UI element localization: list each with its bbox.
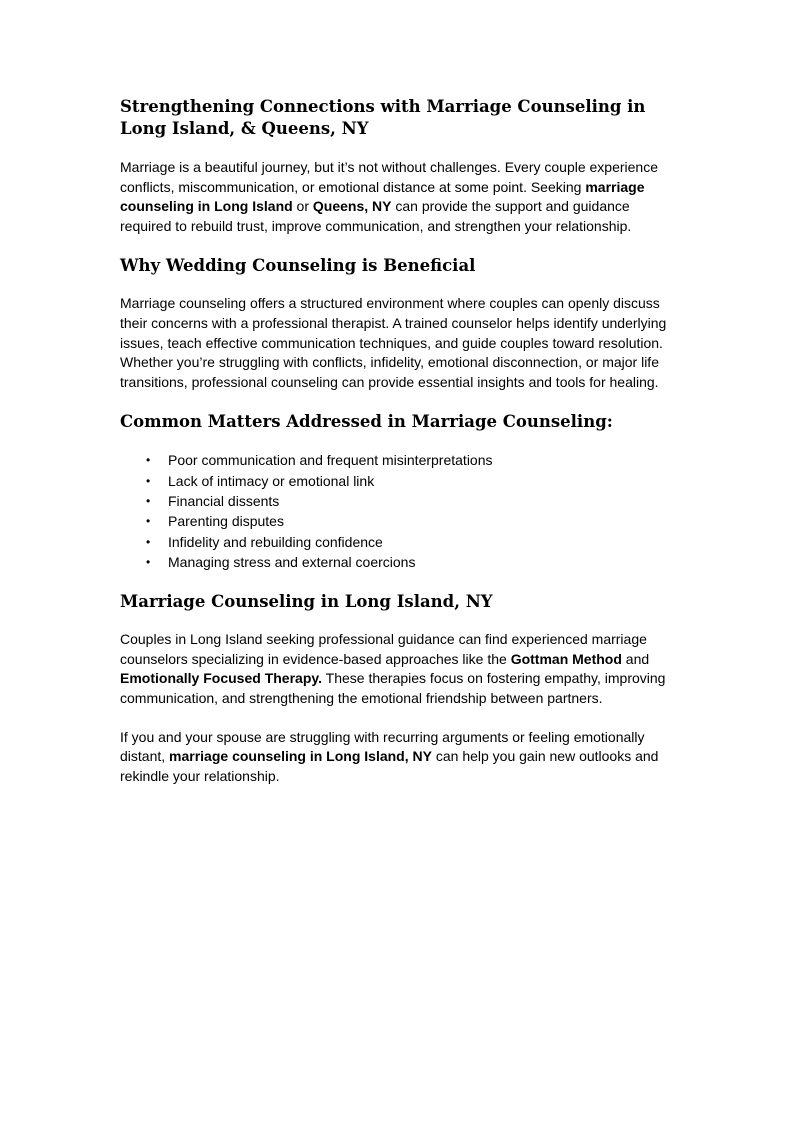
document-page xyxy=(120,96,680,805)
document-title: Strengthening Connections with Marriage Counseling in Long Island, & Queens, NY xyxy=(120,97,646,138)
list-item-text: Managing stress and external coercions xyxy=(168,553,416,570)
li-p1-text-3: These therapies focus on fostering empathy, improving communication, and strengthening the emotional friendship between partners. xyxy=(120,670,666,706)
bullet-icon: • xyxy=(146,473,151,488)
list-item xyxy=(120,491,680,511)
long-island-heading: Marriage Counseling in Long Island, NY xyxy=(120,592,493,612)
bullet-icon: • xyxy=(146,514,151,529)
list-item-text: Parenting disputes xyxy=(168,513,284,530)
list-item-text: Poor communication and frequent misinterpretations xyxy=(168,452,493,469)
list-item-text: Lack of intimacy or emotional link xyxy=(168,472,375,489)
li-p2-text-2: can help you gain new outlooks and rekindle your relationship. xyxy=(120,748,659,784)
common-heading: Common Matters Addressed in Marriage Counseling: xyxy=(120,412,613,432)
li-p1-text-2: and xyxy=(621,650,650,667)
intro-paragraph xyxy=(120,158,680,236)
list-item-text: Financial dissents xyxy=(168,492,280,509)
intro-text-2: or xyxy=(292,198,313,215)
common-issues-list xyxy=(120,450,680,572)
li-p1-text-1: Couples in Long Island seeking professional guidance can find experienced marriage counselors specializing in evidence-based approaches like the xyxy=(120,631,647,667)
li-p1-bold-gottman: Gottman Method xyxy=(510,650,622,667)
bullet-icon: • xyxy=(146,534,151,549)
intro-bold-long-island: marriage counseling in Long Island xyxy=(120,178,645,215)
why-heading: Why Wedding Counseling is Beneficial xyxy=(120,256,476,276)
list-item-text: Infidelity and rebuilding confidence xyxy=(168,533,383,550)
intro-bold-queens: Queens, NY xyxy=(312,198,392,215)
li-p1-bold-eft: Emotionally Focused Therapy. xyxy=(120,670,323,687)
intro-text-1: Marriage is a beautiful journey, but it’s not without challenges. Every couple experience conflicts, miscommunication, or emotional distance at some point. Seeking xyxy=(120,159,659,195)
list-item xyxy=(120,450,680,470)
long-island-paragraph-2 xyxy=(120,728,680,787)
intro-text-3: can provide the support and guidance required to rebuild trust, improve communication, and strengthen your relationship. xyxy=(120,198,632,234)
bullet-icon: • xyxy=(146,554,151,569)
li-p2-text-1: If you and your spouse are struggling with recurring arguments or feeling emotionally distant, xyxy=(120,728,645,765)
why-paragraph: Marriage counseling offers a structured environment where couples can openly discuss their concerns with a professional therapist. A trained counselor helps identify underlying issues, teach effective communication techniques, and guide couples toward resolution. Whether you’re struggling with conflicts, infidelity, emotional disconnection, or major life transitions, professional counseling can provide essential insights and tools for healing. xyxy=(120,295,667,390)
li-p2-bold-counseling: marriage counseling in Long Island, NY xyxy=(169,748,432,765)
bullet-icon: • xyxy=(146,493,151,508)
list-item xyxy=(120,511,680,531)
list-item xyxy=(120,532,680,552)
list-item xyxy=(120,552,680,572)
bullet-icon: • xyxy=(146,453,151,468)
list-item xyxy=(120,471,680,491)
long-island-paragraph-1 xyxy=(120,630,680,708)
